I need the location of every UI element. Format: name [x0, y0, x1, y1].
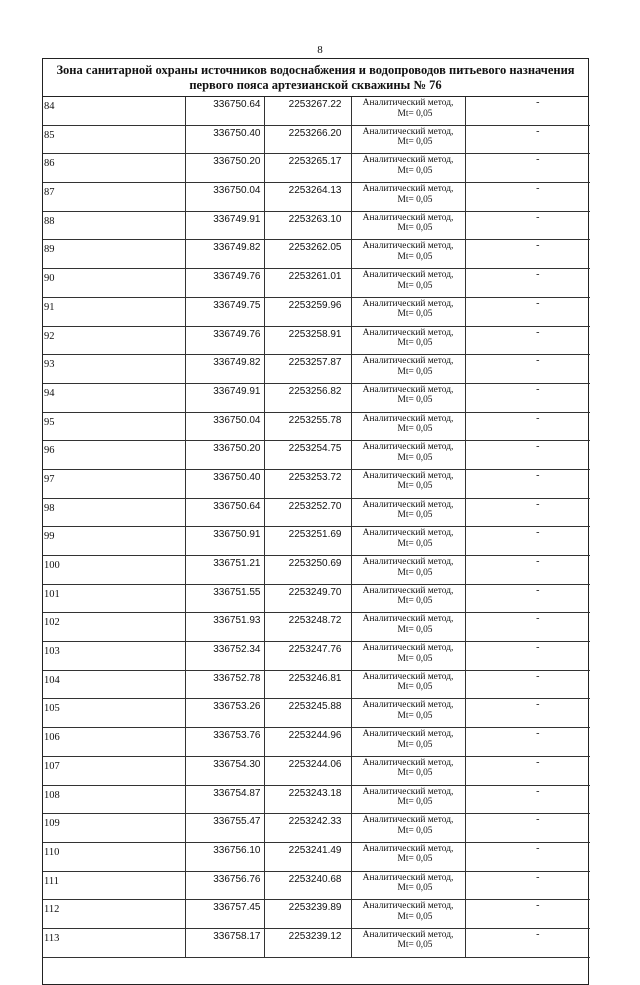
x-coordinate-cell: 336750.64 [185, 498, 264, 527]
table-title-line-2: первого пояса артезианской скважины № 76 [189, 78, 442, 92]
method-name: Аналитический метод, [362, 843, 454, 854]
point-number-cell: 111 [43, 871, 185, 900]
point-number-cell: 106 [43, 728, 185, 757]
x-coordinate-cell: 336750.20 [185, 154, 264, 183]
point-number-cell: 91 [43, 297, 185, 326]
y-coordinate-cell: 2253255.78 [264, 412, 351, 441]
method-cell [351, 326, 465, 355]
y-coordinate-cell: 2253240.68 [264, 871, 351, 900]
method-accuracy: Mt= 0,05 [397, 309, 433, 320]
y-coordinate-cell: 2253265.17 [264, 154, 351, 183]
table-row [43, 297, 590, 326]
method-accuracy: Mt= 0,05 [397, 538, 433, 549]
method-name: Аналитический метод, [362, 327, 454, 338]
method-name: Аналитический метод, [362, 528, 454, 539]
method-cell [351, 211, 465, 240]
x-coordinate-cell: 336750.20 [185, 441, 264, 470]
point-number-cell: 108 [43, 785, 185, 814]
table-row [43, 183, 590, 212]
x-coordinate-cell: 336756.76 [185, 871, 264, 900]
point-number-cell: 98 [43, 498, 185, 527]
point-number-cell: 96 [43, 441, 185, 470]
table-row [43, 269, 590, 298]
method-accuracy: Mt= 0,05 [397, 424, 433, 435]
x-coordinate-cell: 336751.55 [185, 584, 264, 613]
method-accuracy: Mt= 0,05 [397, 739, 433, 750]
table-row [43, 756, 590, 785]
point-number-cell: 99 [43, 527, 185, 556]
x-coordinate-cell: 336749.75 [185, 297, 264, 326]
point-number-cell: 85 [43, 125, 185, 154]
x-coordinate-cell: 336750.04 [185, 183, 264, 212]
description-cell: - [465, 125, 590, 154]
y-coordinate-cell: 2253239.89 [264, 900, 351, 929]
method-name: Аналитический метод, [362, 384, 454, 395]
method-name: Аналитический метод, [362, 786, 454, 797]
y-coordinate-cell: 2253248.72 [264, 613, 351, 642]
method-accuracy: Mt= 0,05 [397, 338, 433, 348]
point-number-cell: 92 [43, 326, 185, 355]
method-cell [351, 670, 465, 699]
description-cell: - [465, 842, 590, 871]
point-number-cell: 107 [43, 756, 185, 785]
description-cell: - [465, 670, 590, 699]
description-cell: - [465, 613, 590, 642]
point-number-cell: 84 [43, 97, 185, 125]
y-coordinate-cell: 2253246.81 [264, 670, 351, 699]
y-coordinate-cell: 2253259.96 [264, 297, 351, 326]
method-name: Аналитический метод, [362, 155, 454, 166]
method-cell [351, 527, 465, 556]
method-accuracy: Mt= 0,05 [397, 710, 433, 721]
y-coordinate-cell: 2253258.91 [264, 326, 351, 355]
description-cell: - [465, 785, 590, 814]
y-coordinate-cell: 2253242.33 [264, 814, 351, 843]
x-coordinate-cell: 336749.76 [185, 326, 264, 355]
table-row [43, 728, 590, 757]
method-accuracy: Mt= 0,05 [397, 366, 433, 377]
description-cell: - [465, 699, 590, 728]
page-number: 8 [317, 44, 323, 56]
point-number-cell: 87 [43, 183, 185, 212]
point-number-cell: 103 [43, 642, 185, 671]
method-name: Аналитический метод, [362, 585, 454, 596]
table-row [43, 670, 590, 699]
method-accuracy: Mt= 0,05 [397, 653, 433, 664]
description-cell: - [465, 814, 590, 843]
description-cell: - [465, 498, 590, 527]
x-coordinate-cell: 336750.40 [185, 469, 264, 498]
point-number-cell: 90 [43, 269, 185, 298]
y-coordinate-cell: 2253251.69 [264, 527, 351, 556]
x-coordinate-cell: 336750.91 [185, 527, 264, 556]
description-cell: - [465, 871, 590, 900]
description-cell: - [465, 326, 590, 355]
y-coordinate-cell: 2253244.96 [264, 728, 351, 757]
method-cell [351, 785, 465, 814]
table-row [43, 469, 590, 498]
description-cell: - [465, 756, 590, 785]
method-cell [351, 125, 465, 154]
x-coordinate-cell: 336758.17 [185, 928, 264, 957]
y-coordinate-cell: 2253245.88 [264, 699, 351, 728]
x-coordinate-cell: 336756.10 [185, 842, 264, 871]
method-accuracy: Mt= 0,05 [397, 194, 433, 205]
method-accuracy: Mt= 0,05 [397, 481, 433, 492]
point-number-cell: 112 [43, 900, 185, 929]
method-accuracy: Mt= 0,05 [397, 510, 433, 521]
y-coordinate-cell: 2253261.01 [264, 269, 351, 298]
method-accuracy: Mt= 0,05 [397, 395, 433, 406]
description-cell: - [465, 183, 590, 212]
method-cell [351, 613, 465, 642]
method-name: Аналитический метод, [362, 643, 454, 654]
x-coordinate-cell: 336755.47 [185, 814, 264, 843]
x-coordinate-cell: 336749.82 [185, 240, 264, 269]
table-row [43, 412, 590, 441]
table-row [43, 240, 590, 269]
description-cell: - [465, 469, 590, 498]
point-number-cell: 113 [43, 928, 185, 957]
method-accuracy: Mt= 0,05 [397, 251, 433, 262]
method-cell [351, 240, 465, 269]
method-name: Аналитический метод, [362, 729, 454, 740]
method-accuracy: Mt= 0,05 [397, 883, 433, 894]
method-cell [351, 183, 465, 212]
method-cell [351, 900, 465, 929]
method-name: Аналитический метод, [362, 126, 454, 137]
table-row [43, 441, 590, 470]
point-number-cell: 100 [43, 556, 185, 585]
method-name: Аналитический метод, [362, 929, 454, 940]
description-cell: - [465, 556, 590, 585]
method-cell [351, 412, 465, 441]
method-cell [351, 498, 465, 527]
method-accuracy: Mt= 0,05 [397, 768, 433, 779]
y-coordinate-cell: 2253252.70 [264, 498, 351, 527]
table-row [43, 154, 590, 183]
x-coordinate-cell: 336749.76 [185, 269, 264, 298]
point-number-cell: 109 [43, 814, 185, 843]
description-cell: - [465, 728, 590, 757]
y-coordinate-cell: 2253247.76 [264, 642, 351, 671]
point-number-cell: 88 [43, 211, 185, 240]
table-row [43, 125, 590, 154]
x-coordinate-cell: 336749.82 [185, 355, 264, 384]
table-row [43, 785, 590, 814]
point-number-cell: 94 [43, 383, 185, 412]
x-coordinate-cell: 336753.76 [185, 728, 264, 757]
point-number-cell: 104 [43, 670, 185, 699]
y-coordinate-cell: 2253263.10 [264, 211, 351, 240]
y-coordinate-cell: 2253244.06 [264, 756, 351, 785]
description-cell: - [465, 928, 590, 957]
table-row [43, 814, 590, 843]
table-bottom-space [43, 958, 588, 984]
method-name: Аналитический метод, [362, 241, 454, 252]
y-coordinate-cell: 2253250.69 [264, 556, 351, 585]
y-coordinate-cell: 2253256.82 [264, 383, 351, 412]
table-row [43, 527, 590, 556]
y-coordinate-cell: 2253257.87 [264, 355, 351, 384]
method-name: Аналитический метод, [362, 815, 454, 826]
x-coordinate-cell: 336749.91 [185, 211, 264, 240]
x-coordinate-cell: 336750.64 [185, 97, 264, 125]
table-row [43, 613, 590, 642]
method-cell [351, 383, 465, 412]
method-cell [351, 297, 465, 326]
description-cell: - [465, 211, 590, 240]
description-cell: - [465, 584, 590, 613]
method-accuracy: Mt= 0,05 [397, 911, 433, 922]
table-row [43, 97, 590, 125]
method-name: Аналитический метод, [362, 413, 454, 424]
method-accuracy: Mt= 0,05 [397, 940, 433, 951]
y-coordinate-cell: 2253241.49 [264, 842, 351, 871]
method-cell [351, 441, 465, 470]
method-cell [351, 842, 465, 871]
x-coordinate-cell: 336750.04 [185, 412, 264, 441]
point-number-cell: 105 [43, 699, 185, 728]
table-row [43, 355, 590, 384]
y-coordinate-cell: 2253267.22 [264, 97, 351, 125]
method-name: Аналитический метод, [362, 270, 454, 281]
y-coordinate-cell: 2253239.12 [264, 928, 351, 957]
method-name: Аналитический метод, [362, 298, 454, 309]
y-coordinate-cell: 2253264.13 [264, 183, 351, 212]
coordinates-table-frame [42, 58, 589, 985]
method-accuracy: Mt= 0,05 [397, 596, 433, 607]
table-row [43, 211, 590, 240]
method-name: Аналитический метод, [362, 671, 454, 682]
y-coordinate-cell: 2253249.70 [264, 584, 351, 613]
table-row [43, 642, 590, 671]
method-cell [351, 756, 465, 785]
y-coordinate-cell: 2253262.05 [264, 240, 351, 269]
method-name: Аналитический метод, [362, 557, 454, 567]
x-coordinate-cell: 336749.91 [185, 383, 264, 412]
method-name: Аналитический метод, [362, 442, 454, 453]
description-cell: - [465, 297, 590, 326]
method-cell [351, 355, 465, 384]
table-row [43, 383, 590, 412]
table-row [43, 584, 590, 613]
table-row [43, 498, 590, 527]
description-cell: - [465, 900, 590, 929]
description-cell: - [465, 412, 590, 441]
method-cell [351, 469, 465, 498]
description-cell: - [465, 154, 590, 183]
method-accuracy: Mt= 0,05 [397, 797, 433, 807]
method-cell [351, 642, 465, 671]
table-title-line-1: Зона санитарной охраны источников водоснабжения и водопроводов питьевого назначения [56, 63, 575, 77]
x-coordinate-cell: 336757.45 [185, 900, 264, 929]
point-number-cell: 102 [43, 613, 185, 642]
table-row [43, 928, 590, 957]
point-number-cell: 86 [43, 154, 185, 183]
method-cell [351, 728, 465, 757]
method-cell [351, 97, 465, 125]
method-name: Аналитический метод, [362, 470, 454, 481]
method-cell [351, 699, 465, 728]
point-number-cell: 95 [43, 412, 185, 441]
method-cell [351, 814, 465, 843]
y-coordinate-cell: 2253266.20 [264, 125, 351, 154]
method-name: Аналитический метод, [362, 872, 454, 883]
x-coordinate-cell: 336752.34 [185, 642, 264, 671]
method-accuracy: Mt= 0,05 [397, 223, 433, 234]
point-number-cell: 101 [43, 584, 185, 613]
method-accuracy: Mt= 0,05 [397, 280, 433, 291]
method-name: Аналитический метод, [362, 98, 454, 108]
point-number-cell: 110 [43, 842, 185, 871]
x-coordinate-cell: 336754.87 [185, 785, 264, 814]
method-name: Аналитический метод, [362, 757, 454, 768]
method-accuracy: Mt= 0,05 [397, 452, 433, 463]
method-name: Аналитический метод, [362, 184, 454, 195]
method-cell [351, 269, 465, 298]
method-cell [351, 871, 465, 900]
x-coordinate-cell: 336753.26 [185, 699, 264, 728]
point-number-cell: 93 [43, 355, 185, 384]
description-cell: - [465, 355, 590, 384]
table-row [43, 326, 590, 355]
point-number-cell: 89 [43, 240, 185, 269]
table-row [43, 900, 590, 929]
y-coordinate-cell: 2253254.75 [264, 441, 351, 470]
method-cell [351, 584, 465, 613]
x-coordinate-cell: 336752.78 [185, 670, 264, 699]
method-name: Аналитический метод, [362, 700, 454, 711]
method-name: Аналитический метод, [362, 499, 454, 510]
table-row [43, 699, 590, 728]
method-name: Аналитический метод, [362, 614, 454, 625]
table-row [43, 871, 590, 900]
description-cell: - [465, 441, 590, 470]
method-name: Аналитический метод, [362, 901, 454, 912]
x-coordinate-cell: 336751.21 [185, 556, 264, 585]
description-cell: - [465, 240, 590, 269]
x-coordinate-cell: 336751.93 [185, 613, 264, 642]
description-cell: - [465, 642, 590, 671]
method-accuracy: Mt= 0,05 [397, 624, 433, 635]
table-row [43, 842, 590, 871]
method-name: Аналитический метод, [362, 212, 454, 223]
document-body [42, 58, 589, 985]
table-title [43, 59, 588, 97]
x-coordinate-cell: 336754.30 [185, 756, 264, 785]
x-coordinate-cell: 336750.40 [185, 125, 264, 154]
description-cell: - [465, 383, 590, 412]
method-accuracy: Mt= 0,05 [397, 108, 433, 119]
method-accuracy: Mt= 0,05 [397, 825, 433, 836]
description-cell: - [465, 527, 590, 556]
method-cell [351, 928, 465, 957]
method-accuracy: Mt= 0,05 [397, 137, 433, 148]
coordinates-table [43, 97, 590, 958]
method-cell [351, 154, 465, 183]
method-name: Аналитический метод, [362, 356, 454, 367]
method-accuracy: Mt= 0,05 [397, 165, 433, 176]
method-accuracy: Mt= 0,05 [397, 854, 433, 865]
description-cell: - [465, 269, 590, 298]
point-number-cell: 97 [43, 469, 185, 498]
method-accuracy: Mt= 0,05 [397, 682, 433, 693]
table-row [43, 556, 590, 585]
y-coordinate-cell: 2253243.18 [264, 785, 351, 814]
method-accuracy: Mt= 0,05 [397, 567, 433, 578]
method-cell [351, 556, 465, 585]
description-cell: - [465, 97, 590, 125]
y-coordinate-cell: 2253253.72 [264, 469, 351, 498]
